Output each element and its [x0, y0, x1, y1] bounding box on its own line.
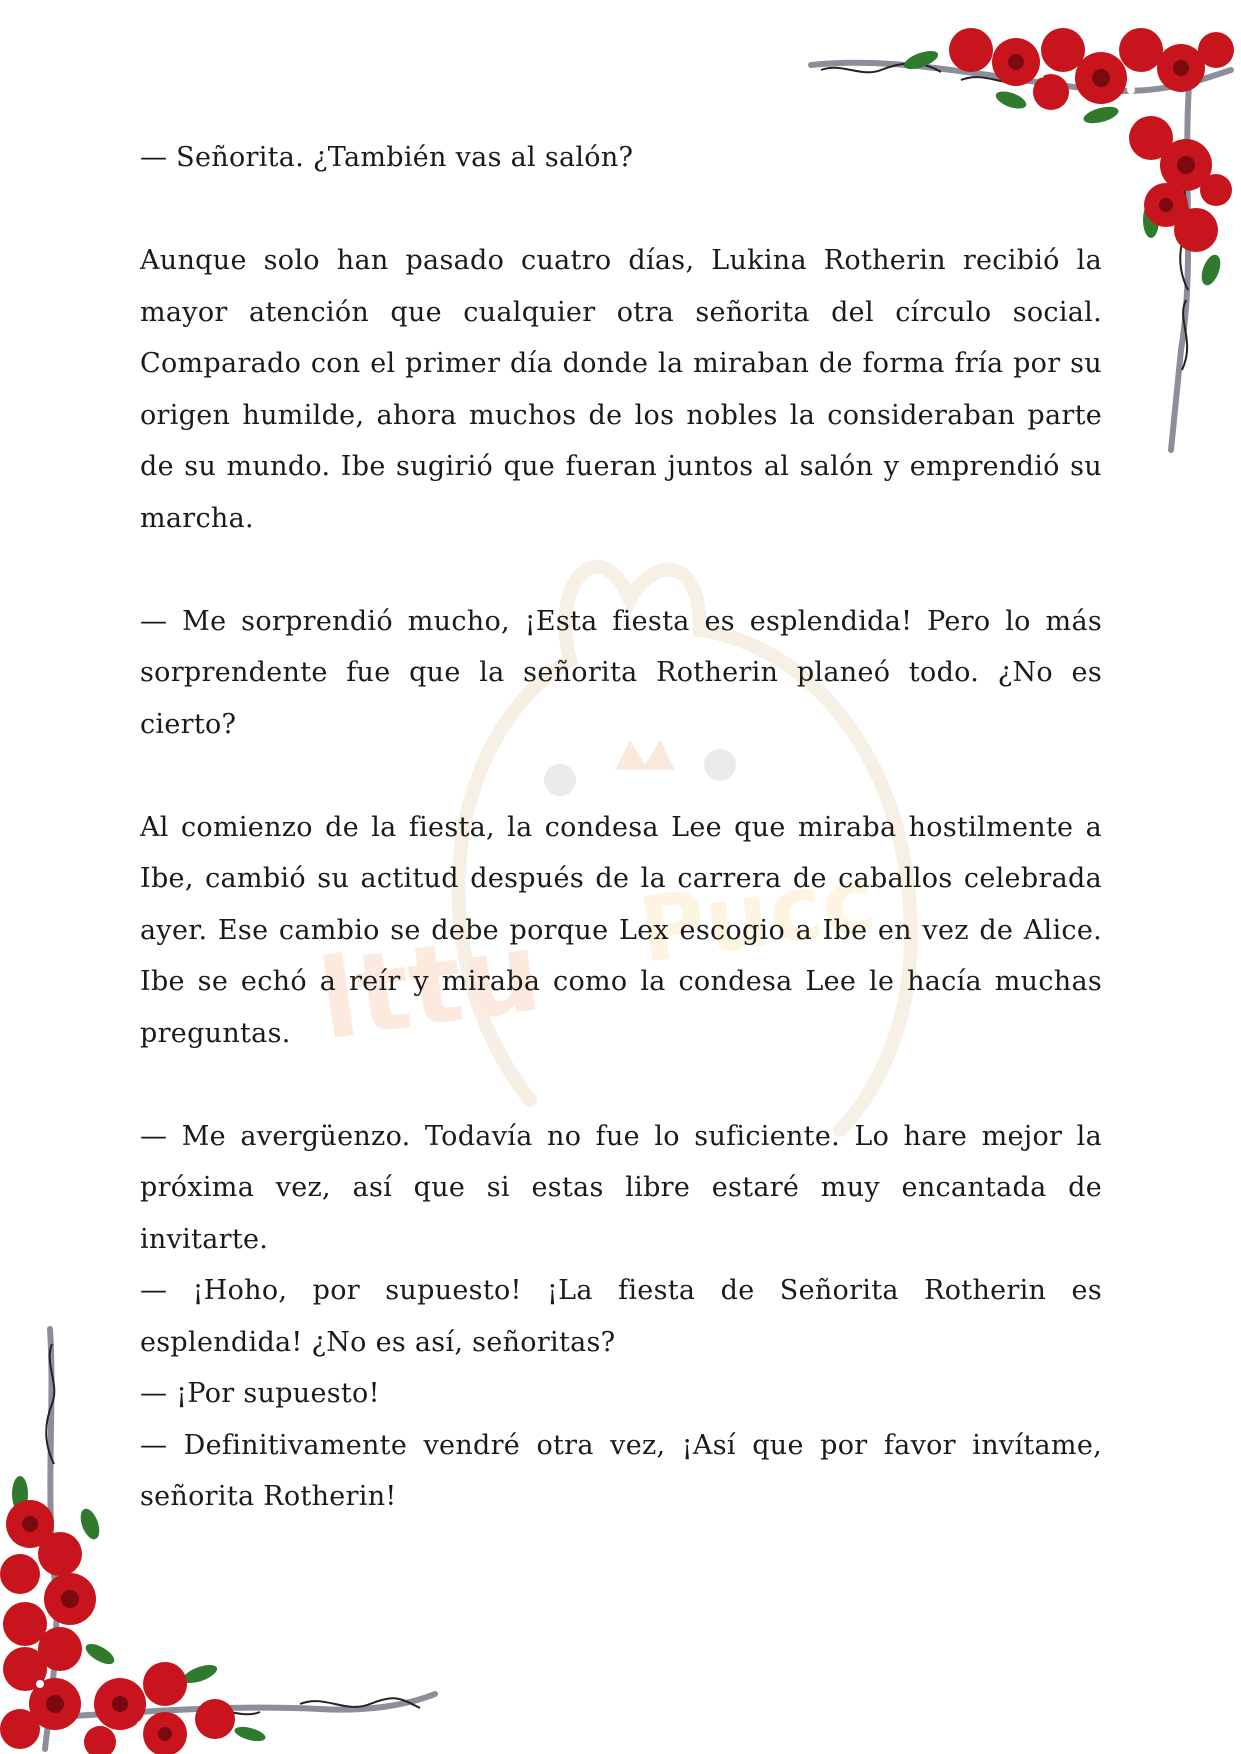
dialogue-line: — ¡Hoho, por supuesto! ¡La fiesta de Señorita Rotherin es esplendida! ¿No es así, señoritas?: [140, 1275, 1102, 1358]
paragraph: Aunque solo han pasado cuatro días, Lukina Rotherin recibió la mayor atención que cualquier otra señorita del círculo social. Comparado con el primer día donde la miraban de forma fría por su origen humilde, ahora muchos de los nobles la consideraban parte de su mundo. Ibe sugirió que fueran juntos al salón y emprendió su marcha.: [140, 245, 1102, 534]
dialogue-line: — Definitivamente vendré otra vez, ¡Así que por favor invítame, señorita Rotherin!: [140, 1429, 1102, 1512]
body-text: [140, 132, 1102, 1523]
svg-text:Pucc: Pucc: [632, 846, 882, 984]
paragraph: Al comienzo de la fiesta, la condesa Lee que miraba hostilmente a Ibe, cambió su actitud después de la carrera de caballos celebrada ayer. Ese cambio se debe porque Lex escogio a Ibe en vez de Alice. Ibe se echó a reír y miraba como la condesa Lee le hacía muchas preguntas.: [140, 811, 1102, 1049]
paragraph: — Señorita. ¿También vas al salón?: [140, 142, 634, 173]
svg-text:lttu: lttu: [311, 906, 549, 1065]
dialogue-line: — Me avergüenzo. Todavía no fue lo suficiente. Lo hare mejor la próxima vez, así que si estas libre estaré muy encantada de invitarte.: [140, 1120, 1102, 1255]
dialogue-line: — ¡Por supuesto!: [140, 1378, 380, 1409]
paragraph: — Me sorprendió mucho, ¡Esta fiesta es esplendida! Pero lo más sorprendente fue que la señorita Rotherin planeó todo. ¿No es cierto?: [140, 605, 1102, 740]
